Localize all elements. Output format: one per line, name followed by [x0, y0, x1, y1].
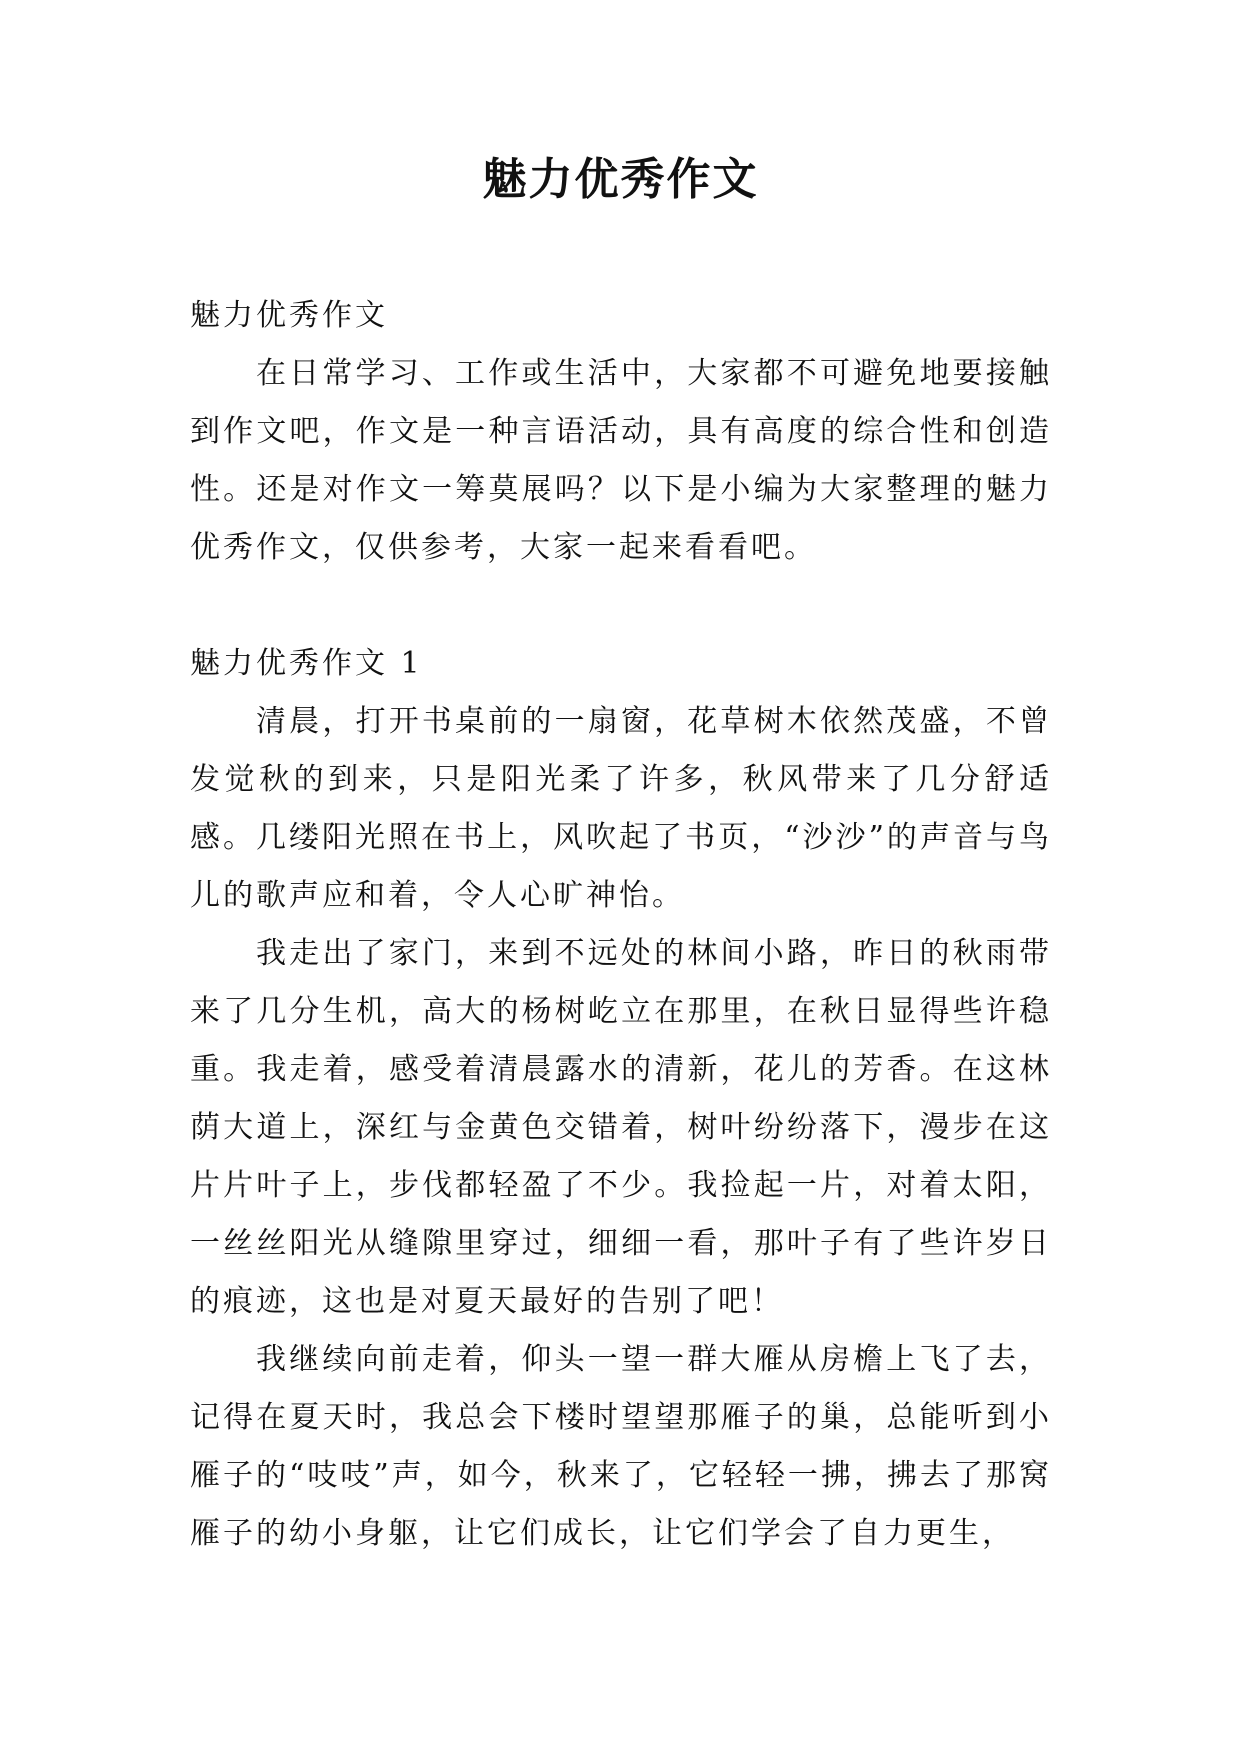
section1-paragraph-3: 我继续向前走着，仰头一望一群大雁从房檐上飞了去，记得在夏天时，我总会下楼时望望那雁子的巢，总能听到小雁子的“吱吱”声，如今，秋来了，它轻轻一拂，拂去了那窝雁子的幼小身躯，让它们成长，让它们学会了自力更生， — [190, 1342, 1052, 1551]
document-body — [190, 287, 1052, 1563]
section-heading-1: 魅力优秀作文 1 — [190, 646, 423, 681]
intro-heading: 魅力优秀作文 — [190, 298, 388, 333]
section1-paragraph-1: 清晨，打开书桌前的一扇窗，花草树木依然茂盛，不曾发觉秋的到来，只是阳光柔了许多，秋风带来了几分舒适感。几缕阳光照在书上，风吹起了书页，“沙沙”的声音与鸟儿的歌声应和着，令人心旷神怡。 — [190, 704, 1052, 913]
section1-paragraph-2: 我走出了家门，来到不远处的林间小路，昨日的秋雨带来了几分生机，高大的杨树屹立在那里，在秋日显得些许稳重。我走着，感受着清晨露水的清新，花儿的芳香。在这林荫大道上，深红与金黄色交错着，树叶纷纷落下，漫步在这片片叶子上，步伐都轻盈了不少。我捡起一片，对着太阳，一丝丝阳光从缝隙里穿过，细细一看，那叶子有了些许岁日的痕迹，这也是对夏天最好的告别了吧！ — [190, 936, 1052, 1319]
intro-paragraph: 在日常学习、工作或生活中，大家都不可避免地要接触到作文吧，作文是一种言语活动，具有高度的综合性和创造性。还是对作文一筹莫展吗？以下是小编为大家整理的魅力优秀作文，仅供参考，大家一起来看看吧。 — [190, 356, 1052, 565]
document-title: 魅力优秀作文 — [482, 154, 759, 205]
section-spacer — [190, 577, 1052, 635]
